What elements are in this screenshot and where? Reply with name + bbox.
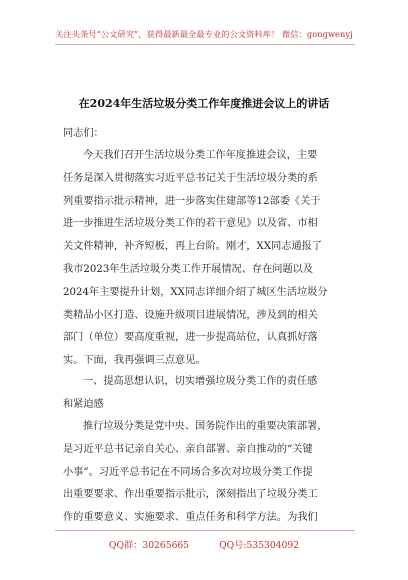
- salutation: 同志们：: [63, 128, 104, 139]
- text-line: 任务是深入贯彻落实习近平总书记关于生活垃圾分类的系: [63, 172, 318, 184]
- header-divider: [55, 44, 355, 45]
- text-line: 实。下面，我再强调三点意见。: [63, 355, 206, 367]
- text-line: 2024年主要提升计划，XX同志详细介绍了城区生活垃圾分: [63, 286, 328, 298]
- text-line: 出重要要求、作出重要指示批示，深刻指出了垃圾分类工: [63, 489, 318, 501]
- text-line: 是习近平总书记亲自关心、亲自部署、亲自推动的“关键: [63, 443, 313, 455]
- footer-contact: [0, 537, 408, 551]
- footer-divider: [55, 530, 355, 531]
- qq-number-label: QQ号:535304092: [219, 540, 300, 551]
- text-line: 列重要指示批示精神，进一步落实住建部等12部委《关于: [63, 195, 321, 207]
- section-heading-1: [63, 371, 353, 417]
- text-line: 小事”。习近平总书记在不同场合多次对垃圾分类工作提: [63, 466, 313, 478]
- text-line: 作的重要意义、实施要求、重点任务和科学方法。为我们: [63, 512, 318, 524]
- text-line: 类精品小区打造、设施升级项目进展情况，涉及到的相关: [63, 309, 318, 321]
- text-line: 和紧迫感: [63, 398, 104, 410]
- qq-group-label: QQ群：30265665: [108, 540, 190, 551]
- text-line: 部门（单位）要高度重视，进一步提高站位，认真抓好落: [63, 332, 318, 344]
- text-line: 推行垃圾分类是党中央、国务院作出的重要决策部署，: [83, 421, 328, 432]
- text-line: 进一步推进生活垃圾分类工作的若干意见》以及省、市相: [63, 218, 318, 230]
- text-line: 一、提高思想认识，切实增强垃圾分类工作的责任感: [83, 376, 318, 387]
- paragraph-2: [63, 416, 353, 530]
- document-title: 在2024年生活垃圾分类工作年度推进会议上的讲话: [78, 97, 330, 110]
- header-banner: 关注头条号“公文研究”，获得最新最全最专业的公文资料库！ 微信：gongwenyj: [55, 29, 353, 39]
- paragraph-1: [63, 145, 353, 373]
- text-line: 我市2023年生活垃圾分类工作开展情况、存在问题以及: [63, 263, 314, 275]
- text-line: 关文件精神，补齐短板，再上台阶。刚才，XX同志通报了: [63, 241, 323, 253]
- text-line: 今天我们召开生活垃圾分类工作年度推进会议，主要: [83, 150, 318, 161]
